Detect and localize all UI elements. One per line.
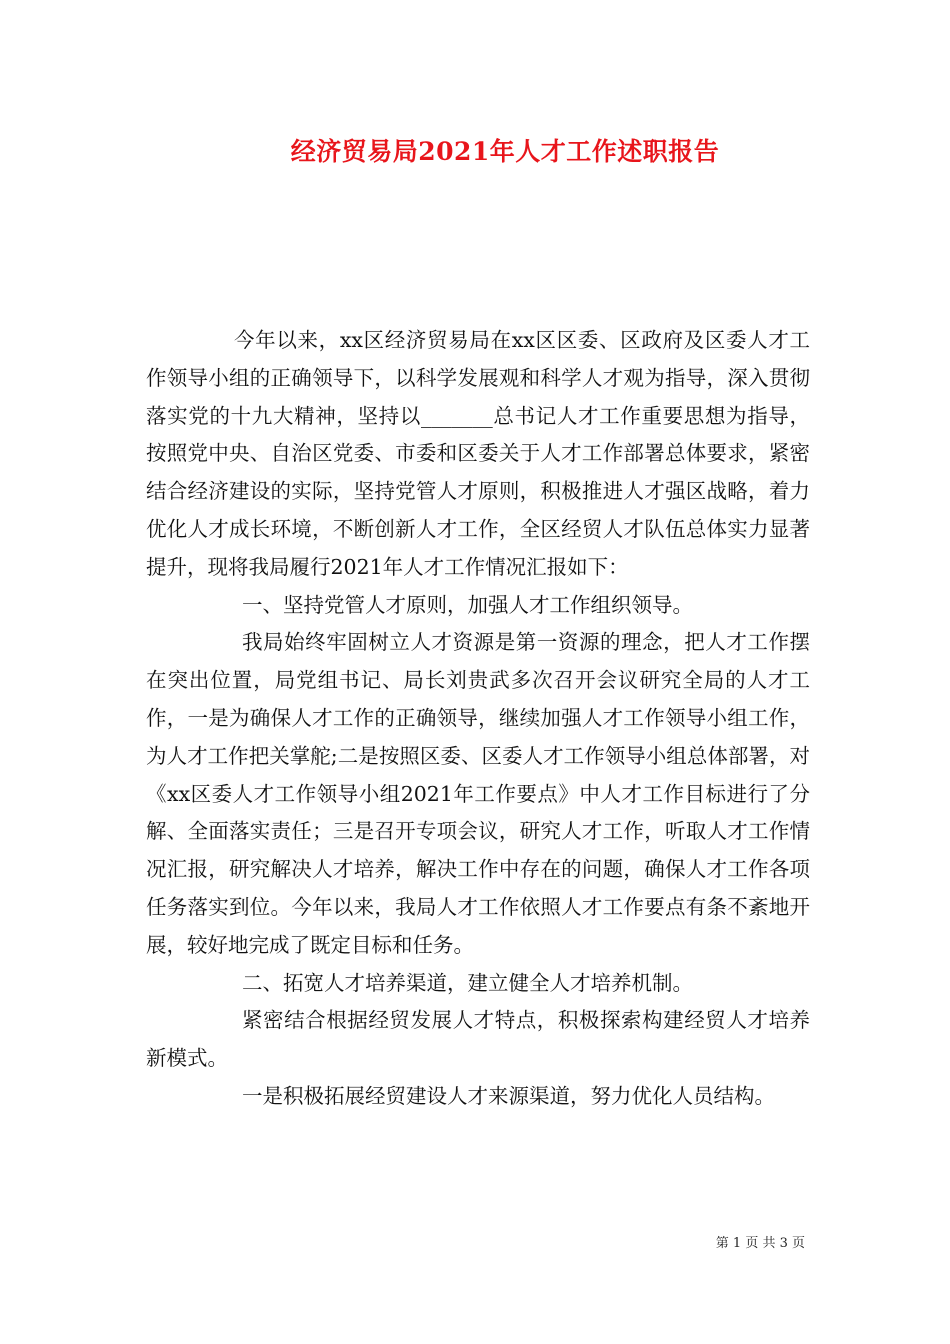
page-number: 第 1 页 共 3 页 — [715, 1236, 805, 1251]
paragraph-item-1: 一是积极拓展经贸建设人才来源渠道，努力优化人员结构。 — [242, 1083, 775, 1108]
section-heading-1: 一、坚持党管人才原则，加强人才工作组织领导。 — [242, 592, 693, 617]
paragraph-section-2: 紧密结合根据经贸发展人才特点，积极探索构建经贸人才培养新模式。 — [146, 1008, 810, 1071]
page-title: 经济贸易局2021年人才工作述职报告 — [290, 137, 720, 166]
paragraph-section-1: 我局始终牢固树立人才资源是第一资源的理念，把人才工作摆在突出位置，局党组书记、局长刘贵武多次召开会议研究全局的人才工作，一是为确保人才工作的正确领导，继续加强人才工作领导小组工作，为人才工作把关掌舵;二是按照区委、区委人才工作领导小组总体部署，对《xx区委人才工作领导小组2021年工作要点》中人才工作目标进行了分解、全面落实责任；三是召开专项会议，研究人才工作，听取人才工作情况汇报，研究解决人才培养，解决工作中存在的问题，确保人才工作各项任务落实到位。今年以来，我局人才工作依照人才工作要点有条不紊地开展，较好地完成了既定目标和任务。 — [146, 630, 810, 957]
section-heading-2: 二、拓宽人才培养渠道，建立健全人才培养机制。 — [242, 970, 693, 995]
paragraph-intro: 今年以来，xx区经济贸易局在xx区区委、区政府及区委人才工作领导小组的正确领导下，以科学发展观和科学人才观为指导，深入贯彻落实党的十九大精神，坚持以_______总书记人才工作重要思想为指导，按照党中央、自治区党委、市委和区委关于人才工作部署总体要求，紧密结合经济建设的实际，坚持党管人才原则，积极推进人才强区战略，着力优化人才成长环境，不断创新人才工作，全区经贸人才队伍总体实力显著提升，现将我局履行2021年人才工作情况汇报如下： — [146, 328, 810, 579]
document-body — [146, 322, 810, 1116]
